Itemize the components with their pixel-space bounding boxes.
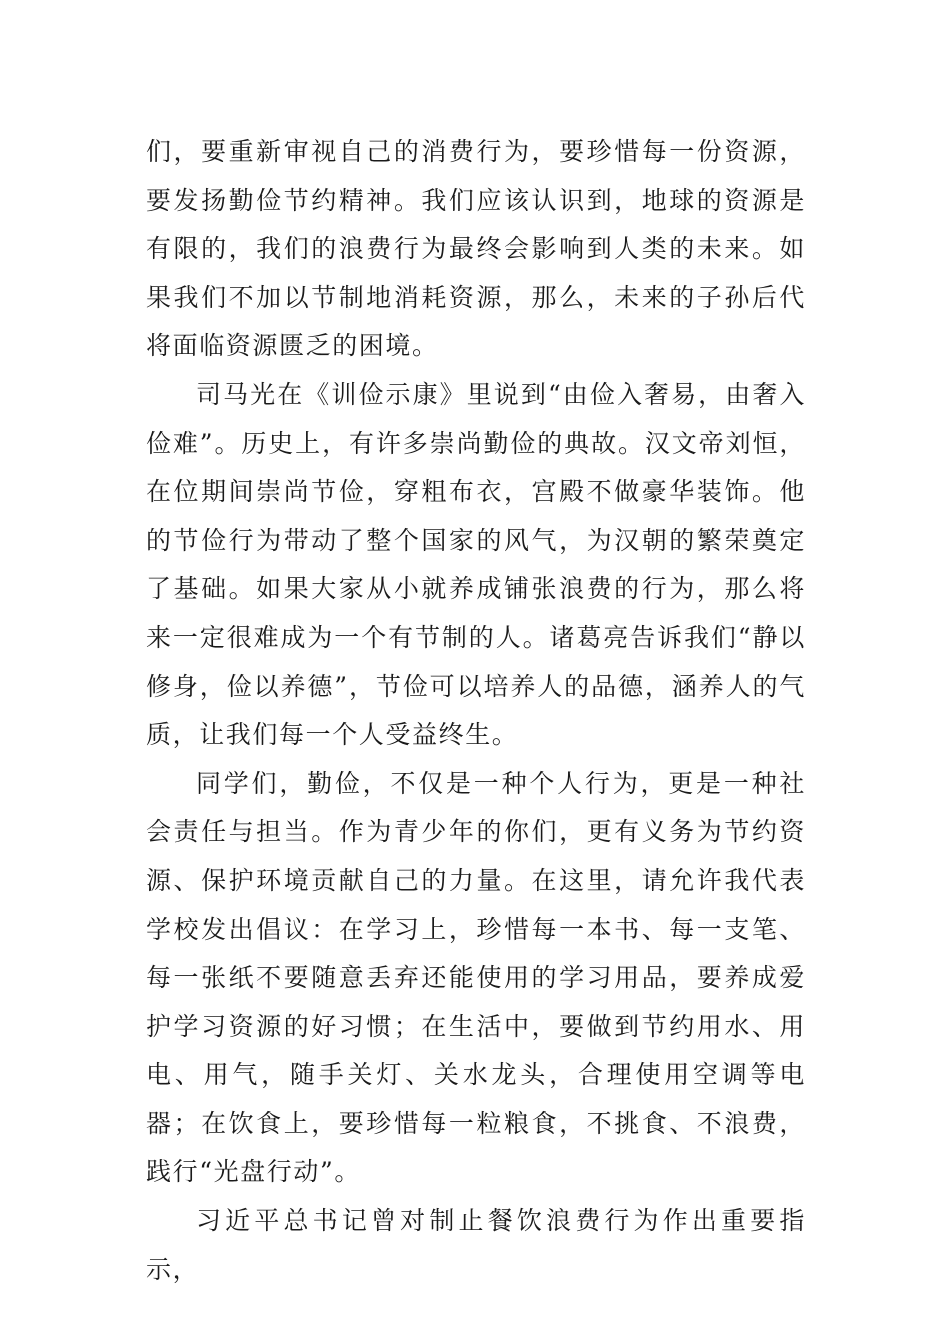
paragraph-1: 们，要重新审视自己的消费行为，要珍惜每一份资源，要发扬勤俭节约精神。我们应该认识到，地球的资源是有限的，我们的浪费行为最终会影响到人类的未来。如果我们不加以节制地消耗资源，那么，未来的子孙后代将面临资源匮乏的困境。 xyxy=(146,137,806,361)
body-text xyxy=(146,128,806,1294)
paragraph-4: 习近平总书记曾对制止餐饮浪费行为作出重要指示， xyxy=(146,1206,806,1284)
paragraph-2: 司马光在《训俭示康》里说到“由俭入奢易，由奢入俭难”。历史上，有许多崇尚勤俭的典故。汉文帝刘恒，在位期间崇尚节俭，穿粗布衣，宫殿不做豪华装饰。他的节俭行为带动了整个国家的风气，为汉朝的繁荣奠定了基础。如果大家从小就养成铺张浪费的行为，那么将来一定很难成为一个有节制的人。诸葛亮告诉我们“静以修身，俭以养德”，节俭可以培养人的品德，涵养人的气质，让我们每一个人受益终生。 xyxy=(146,379,806,750)
paragraph-3: 同学们，勤俭，不仅是一种个人行为，更是一种社会责任与担当。作为青少年的你们，更有义务为节约资源、保护环境贡献自己的力量。在这里，请允许我代表学校发出倡议：在学习上，珍惜每一本书、每一支笔、每一张纸不要随意丢弃还能使用的学习用品，要养成爱护学习资源的好习惯；在生活中，要做到节约用水、用电、用气，随手关灯、关水龙头，合理使用空调等电器；在饮食上，要珍惜每一粒粮食，不挑食、不浪费，践行“光盘行动”。 xyxy=(146,768,806,1187)
